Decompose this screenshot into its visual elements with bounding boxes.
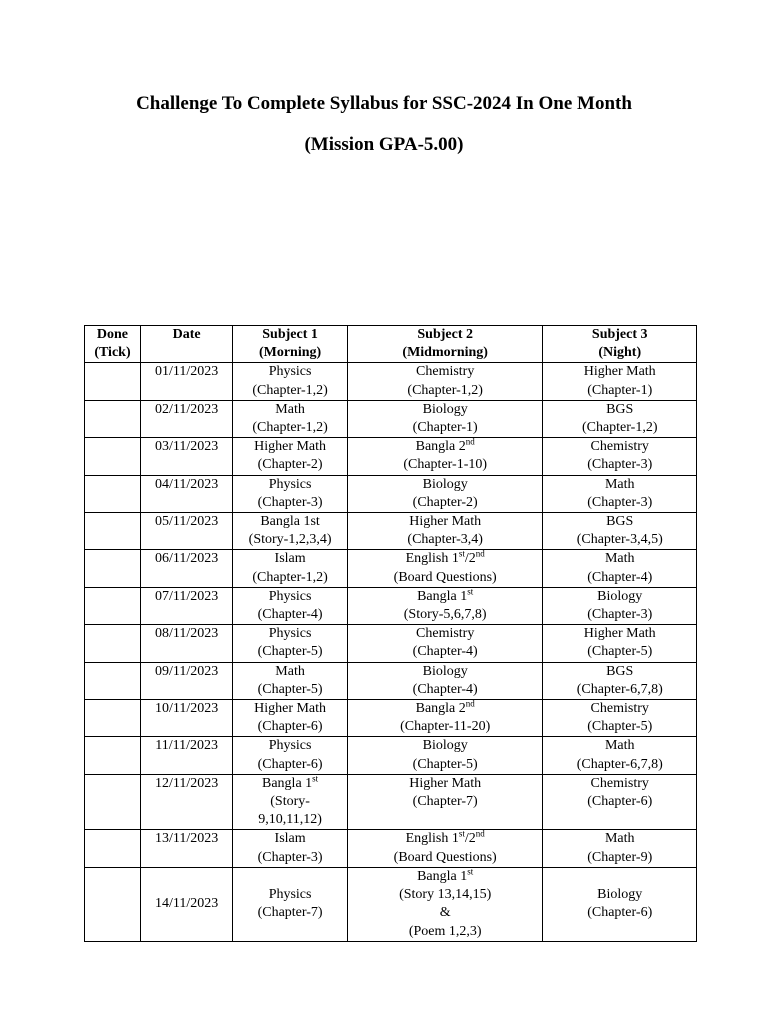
subject-2-cell: Biology (Chapter-2) [347, 475, 543, 512]
subject-2-cell: Biology (Chapter-5) [347, 737, 543, 774]
subject-1-cell: Physics (Chapter-7) [233, 867, 348, 941]
subject-2-cell: Bangla 1st (Story 13,14,15) & (Poem 1,2,3) [347, 867, 543, 941]
subject-3-cell: Biology (Chapter-6) [543, 867, 697, 941]
date-cell: 13/11/2023 [140, 830, 232, 867]
done-tick-cell[interactable] [85, 363, 141, 400]
done-tick-cell[interactable] [85, 625, 141, 662]
date-cell: 01/11/2023 [140, 363, 232, 400]
subject-3-cell: Math (Chapter-3) [543, 475, 697, 512]
subject-3-cell: BGS (Chapter-6,7,8) [543, 662, 697, 699]
subject-3-cell: Higher Math (Chapter-1) [543, 363, 697, 400]
subject-2-cell: Biology (Chapter-4) [347, 662, 543, 699]
subject-1-cell: Higher Math (Chapter-2) [233, 438, 348, 475]
date-cell: 12/11/2023 [140, 774, 232, 830]
table-row [85, 363, 697, 400]
done-tick-cell[interactable] [85, 774, 141, 830]
table-body [85, 363, 697, 941]
done-tick-cell[interactable] [85, 867, 141, 941]
done-tick-cell[interactable] [85, 400, 141, 437]
subject-3-cell: Math (Chapter-6,7,8) [543, 737, 697, 774]
done-tick-cell[interactable] [85, 475, 141, 512]
done-tick-cell[interactable] [85, 700, 141, 737]
subject-3-cell: BGS (Chapter-1,2) [543, 400, 697, 437]
date-cell: 06/11/2023 [140, 550, 232, 587]
subject-3-cell: Chemistry (Chapter-6) [543, 774, 697, 830]
subject-1-cell: Islam (Chapter-3) [233, 830, 348, 867]
subject-3-cell: Math (Chapter-4) [543, 550, 697, 587]
subject-2-cell: Bangla 2nd (Chapter-1-10) [347, 438, 543, 475]
done-tick-cell[interactable] [85, 737, 141, 774]
subject-1-cell: Math (Chapter-5) [233, 662, 348, 699]
subject-2-cell: English 1st/2nd (Board Questions) [347, 830, 543, 867]
subject-3-cell: Chemistry (Chapter-5) [543, 700, 697, 737]
subject-1-cell: Islam (Chapter-1,2) [233, 550, 348, 587]
table-row [85, 830, 697, 867]
document-subtitle: (Mission GPA-5.00) [304, 134, 464, 155]
table-row [85, 662, 697, 699]
subject-3-cell: Biology (Chapter-3) [543, 587, 697, 624]
table-row [85, 774, 697, 830]
subject-3-cell: Chemistry (Chapter-3) [543, 438, 697, 475]
table-row [85, 867, 697, 941]
subject-2-cell: Higher Math (Chapter-3,4) [347, 513, 543, 550]
date-cell: 03/11/2023 [140, 438, 232, 475]
done-tick-cell[interactable] [85, 550, 141, 587]
done-tick-cell[interactable] [85, 438, 141, 475]
subject-2-cell: Higher Math (Chapter-7) [347, 774, 543, 830]
header-subject-3: Subject 3 (Night) [543, 326, 697, 363]
subject-2-cell: English 1st/2nd (Board Questions) [347, 550, 543, 587]
table-row [85, 700, 697, 737]
subject-1-cell: Physics (Chapter-4) [233, 587, 348, 624]
subject-1-cell: Bangla 1st (Story- 9,10,11,12) [233, 774, 348, 830]
subject-1-cell: Physics (Chapter-3) [233, 475, 348, 512]
done-tick-cell[interactable] [85, 662, 141, 699]
subject-1-cell: Physics (Chapter-1,2) [233, 363, 348, 400]
done-tick-cell[interactable] [85, 587, 141, 624]
date-cell: 07/11/2023 [140, 587, 232, 624]
date-cell: 14/11/2023 [140, 867, 232, 941]
subject-1-cell: Physics (Chapter-5) [233, 625, 348, 662]
table-row [85, 625, 697, 662]
date-cell: 10/11/2023 [140, 700, 232, 737]
table-row [85, 438, 697, 475]
subject-3-cell: Math (Chapter-9) [543, 830, 697, 867]
document-title: Challenge To Complete Syllabus for SSC-2024 In One Month [136, 93, 632, 114]
table-row [85, 737, 697, 774]
subject-1-cell: Higher Math (Chapter-6) [233, 700, 348, 737]
date-cell: 04/11/2023 [140, 475, 232, 512]
table-row [85, 587, 697, 624]
header-subject-1: Subject 1 (Morning) [233, 326, 348, 363]
subject-2-cell: Chemistry (Chapter-4) [347, 625, 543, 662]
date-cell: 02/11/2023 [140, 400, 232, 437]
date-cell: 05/11/2023 [140, 513, 232, 550]
done-tick-cell[interactable] [85, 513, 141, 550]
table-header-row [85, 326, 697, 363]
table-row [85, 400, 697, 437]
table-row [85, 513, 697, 550]
subject-2-cell: Bangla 2nd (Chapter-11-20) [347, 700, 543, 737]
study-schedule-table [84, 325, 697, 942]
subject-1-cell: Physics (Chapter-6) [233, 737, 348, 774]
done-tick-cell[interactable] [85, 830, 141, 867]
date-cell: 09/11/2023 [140, 662, 232, 699]
subject-2-cell: Biology (Chapter-1) [347, 400, 543, 437]
header-done: Done (Tick) [85, 326, 141, 363]
subject-3-cell: Higher Math (Chapter-5) [543, 625, 697, 662]
subject-1-cell: Math (Chapter-1,2) [233, 400, 348, 437]
subject-2-cell: Bangla 1st (Story-5,6,7,8) [347, 587, 543, 624]
table-row [85, 550, 697, 587]
subject-1-cell: Bangla 1st (Story-1,2,3,4) [233, 513, 348, 550]
table-row [85, 475, 697, 512]
subject-2-cell: Chemistry (Chapter-1,2) [347, 363, 543, 400]
header-date: Date [140, 326, 232, 363]
header-subject-2: Subject 2 (Midmorning) [347, 326, 543, 363]
date-cell: 08/11/2023 [140, 625, 232, 662]
subject-3-cell: BGS (Chapter-3,4,5) [543, 513, 697, 550]
date-cell: 11/11/2023 [140, 737, 232, 774]
